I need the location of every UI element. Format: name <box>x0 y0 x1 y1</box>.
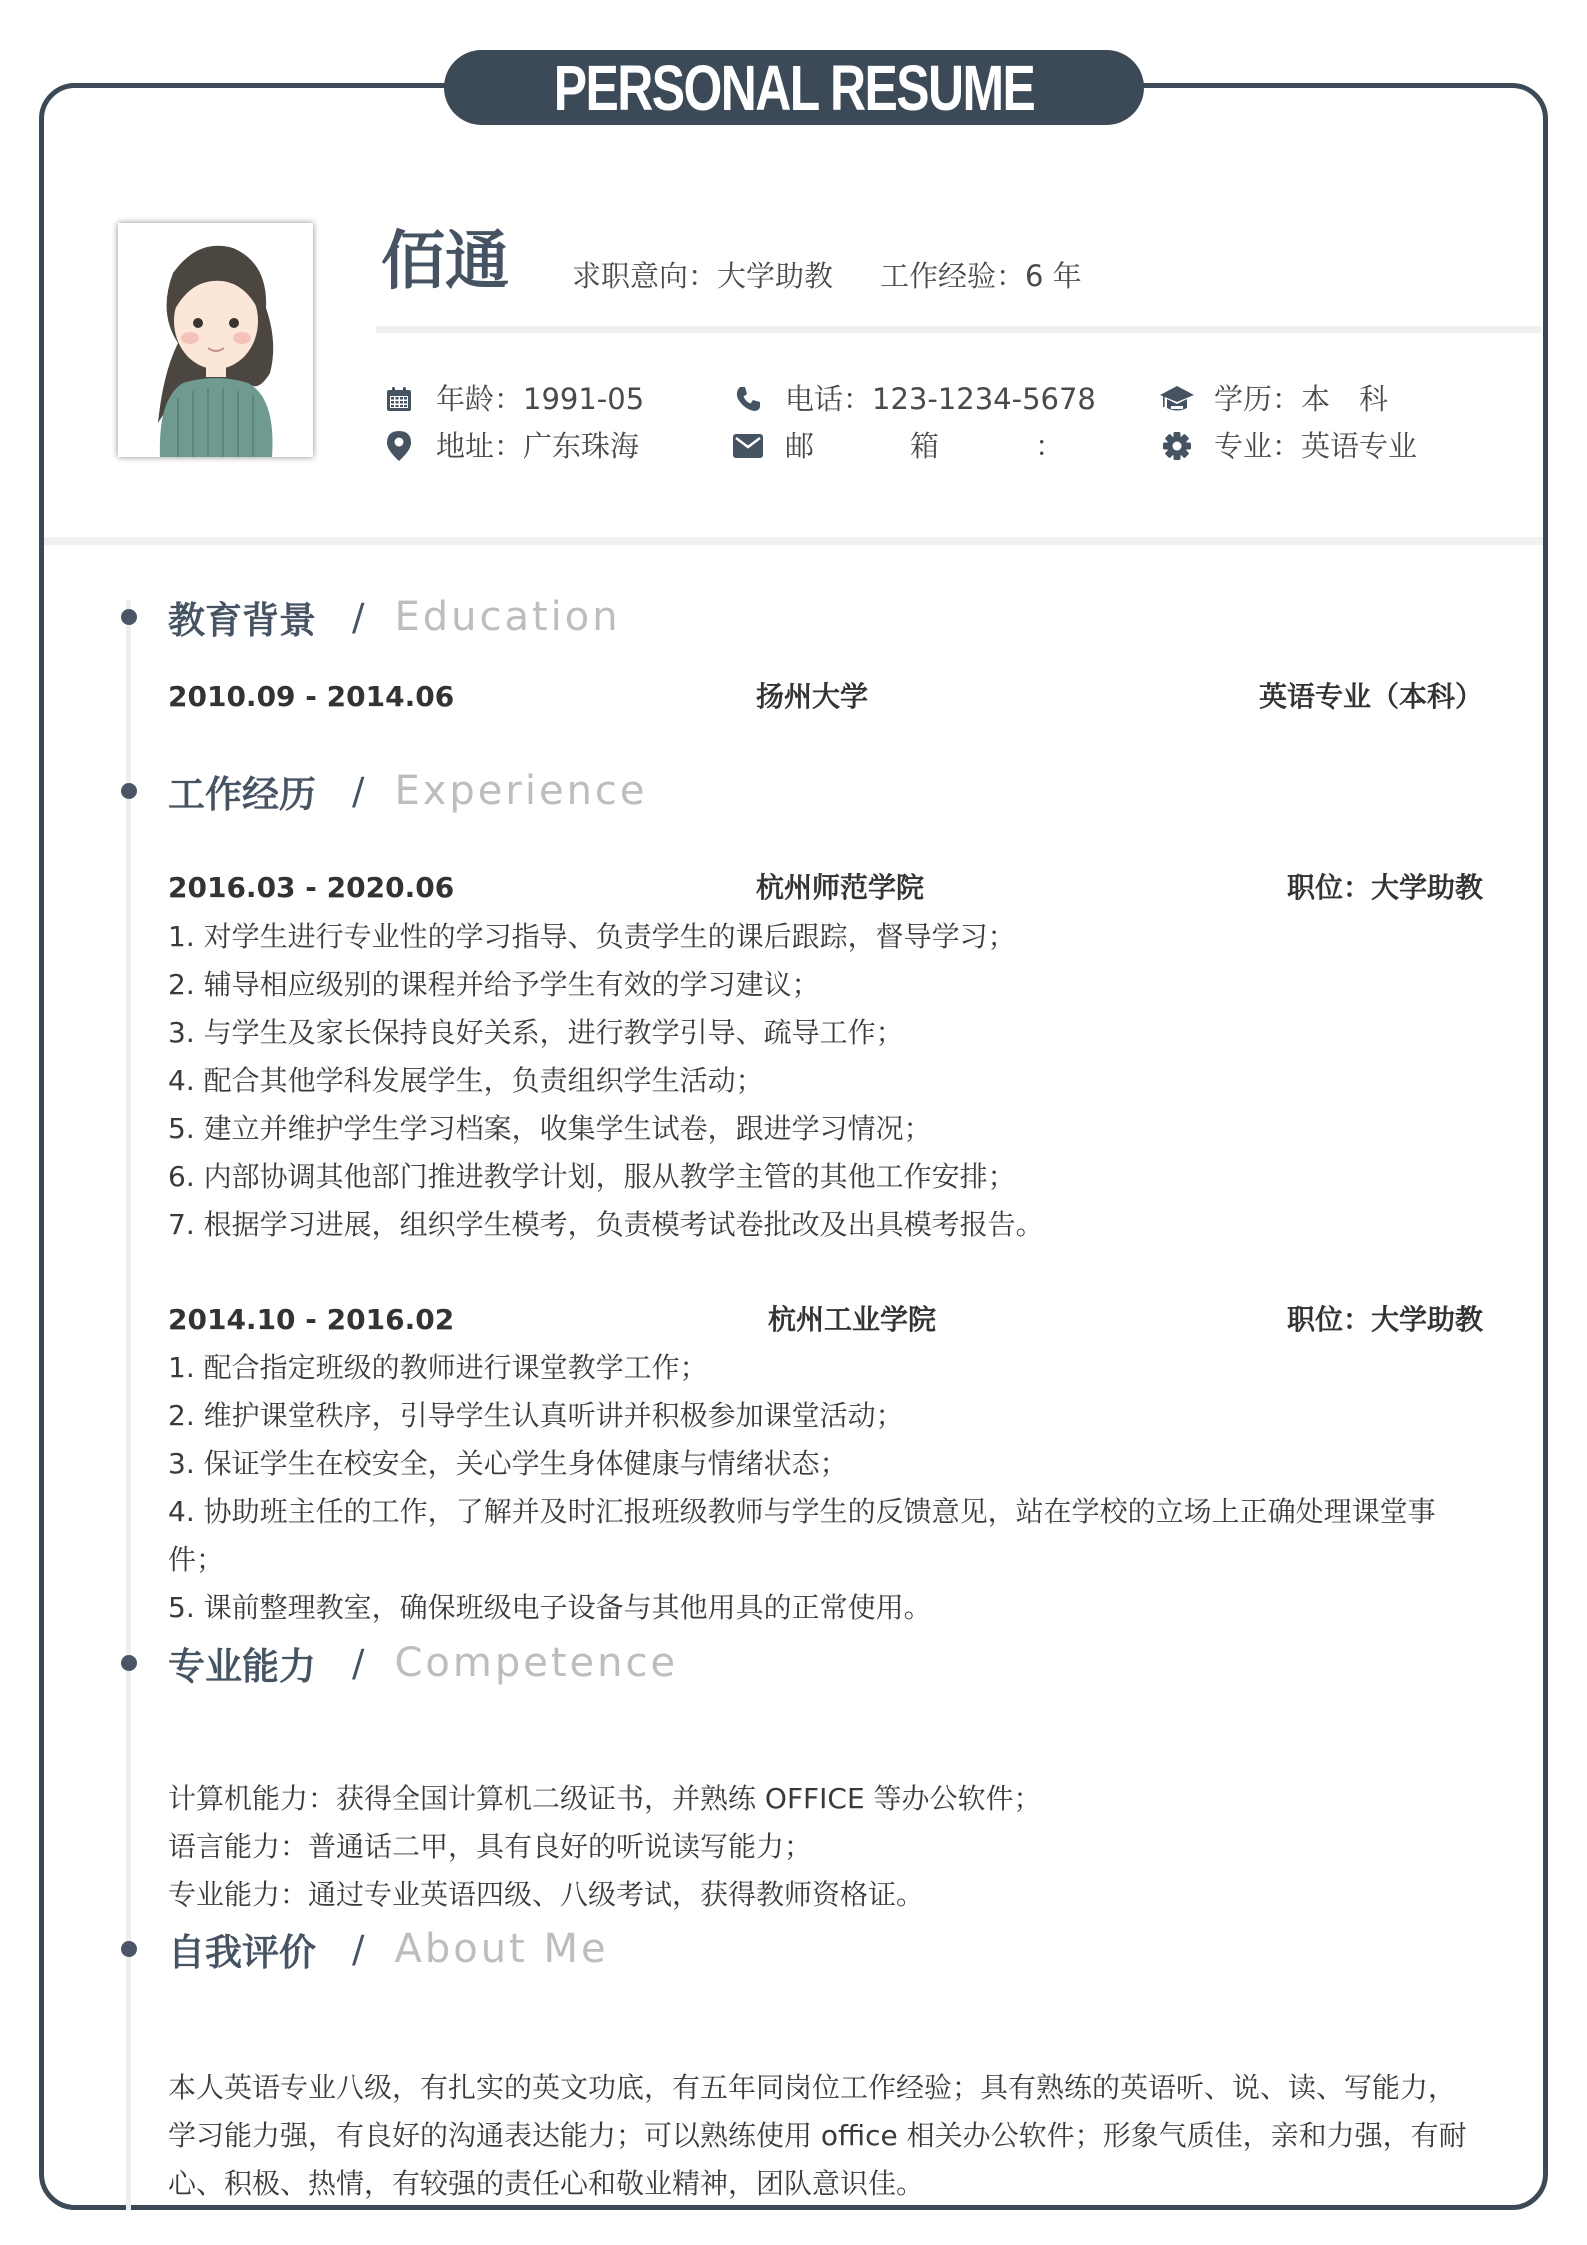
list-item: 4. 配合其他学科发展学生，负责组织学生活动； <box>168 1064 764 1097</box>
avatar-photo <box>118 223 313 457</box>
education-school: 扬州大学 <box>756 680 869 713</box>
job-company: 杭州工业学院 <box>768 1303 937 1336</box>
header-divider <box>376 326 1541 333</box>
candidate-name: 佰通 <box>381 225 509 299</box>
work-experience-years: 工作经验：6 年 <box>880 259 1082 293</box>
job-position: 职位：大学助教 <box>1286 871 1483 904</box>
job-duties-1 <box>168 913 1483 1249</box>
timeline-dot-icon <box>121 1941 137 1957</box>
job-company: 杭州师范学院 <box>756 871 925 904</box>
header-separator <box>44 537 1543 545</box>
list-item: 2. 维护课堂秩序，引导学生认真听讲并积极参加课堂活动； <box>168 1399 904 1432</box>
about-me-text: 本人英语专业八级，有扎实的英文功底，有五年同岗位工作经验；具有熟练的英语听、说、读、写能力，学习能力强，有良好的沟通表达能力；可以熟练使用 office 相关办公软件；形象气质佳，亲和力强，有耐心、积极、热情，有较强的责任心和敬业精神，团队意识佳。 <box>168 2071 1467 2200</box>
list-item: 1. 配合指定班级的教师进行课堂教学工作； <box>168 1351 708 1384</box>
graduation-cap-icon <box>1158 384 1196 414</box>
gear-icon <box>1158 431 1196 461</box>
envelope-icon <box>733 431 763 461</box>
list-item: 语言能力：普通话二甲，具有良好的听说读写能力； <box>168 1830 813 1863</box>
timeline-dot-icon <box>121 609 137 625</box>
email-label: 邮 箱 ： <box>785 429 1064 463</box>
section-header-about: 自我评价 / About Me <box>121 1922 609 1976</box>
list-item: 3. 与学生及家长保持良好关系，进行教学引导、疏导工作； <box>168 1016 904 1049</box>
info-address: 地址：广东珠海 <box>384 428 639 464</box>
timeline-dot-icon <box>121 1655 137 1671</box>
info-phone: 电话：123-1234-5678 <box>733 381 1096 417</box>
info-email <box>733 428 1064 464</box>
job-position: 职位：大学助教 <box>1286 1303 1483 1336</box>
resume-title-banner <box>444 50 1144 125</box>
section-header-education: 教育背景 / Education <box>121 590 621 644</box>
list-item: 6. 内部协调其他部门推进教学计划，服从教学主管的其他工作安排； <box>168 1160 1016 1193</box>
info-age: 年龄：1991-05 <box>384 381 644 417</box>
timeline-dot-icon <box>121 783 137 799</box>
section-header-competence: 专业能力 / Competence <box>121 1636 678 1690</box>
competence-list <box>168 1775 1483 1919</box>
job-intent: 求职意向：大学助教 <box>572 259 834 293</box>
job-period: 2016.03 - 2020.06 <box>168 871 455 904</box>
list-item: 2. 辅导相应级别的课程并给予学生有效的学习建议； <box>168 968 820 1001</box>
list-item: 1. 对学生进行专业性的学习指导、负责学生的课后跟踪，督导学习； <box>168 920 1016 953</box>
list-item: 4. 协助班主任的工作，了解并及时汇报班级教师与学生的反馈意见，站在学校的立场上正确处理课堂事件； <box>168 1495 1436 1576</box>
job-period: 2014.10 - 2016.02 <box>168 1303 455 1336</box>
education-major: 英语专业（本科） <box>1258 680 1483 713</box>
avatar-illustration-icon <box>118 223 313 457</box>
resume-title: PERSONAL RESUME <box>553 51 1035 124</box>
list-item: 7. 根据学习进展，组织学生模考，负责模考试卷批改及出具模考报告。 <box>168 1208 1044 1241</box>
list-item: 5. 建立并维护学生学习档案，收集学生试卷，跟进学习情况； <box>168 1112 932 1145</box>
calendar-icon <box>384 384 414 414</box>
list-item: 专业能力：通过专业英语四级、八级考试，获得教师资格证。 <box>168 1878 925 1911</box>
list-item: 3. 保证学生在校安全，关心学生身体健康与情绪状态； <box>168 1447 848 1480</box>
education-period: 2010.09 - 2014.06 <box>168 680 455 713</box>
map-pin-icon <box>384 431 414 461</box>
info-education: 学历：本 科 <box>1158 381 1388 417</box>
phone-icon <box>733 384 763 414</box>
section-header-experience: 工作经历 / Experience <box>121 764 648 818</box>
list-item: 5. 课前整理教室，确保班级电子设备与其他用具的正常使用。 <box>168 1591 932 1624</box>
job-duties-2 <box>168 1344 1483 1632</box>
info-major: 专业：英语专业 <box>1158 428 1417 464</box>
list-item: 计算机能力：获得全国计算机二级证书，并熟练 OFFICE 等办公软件； <box>168 1782 1042 1815</box>
